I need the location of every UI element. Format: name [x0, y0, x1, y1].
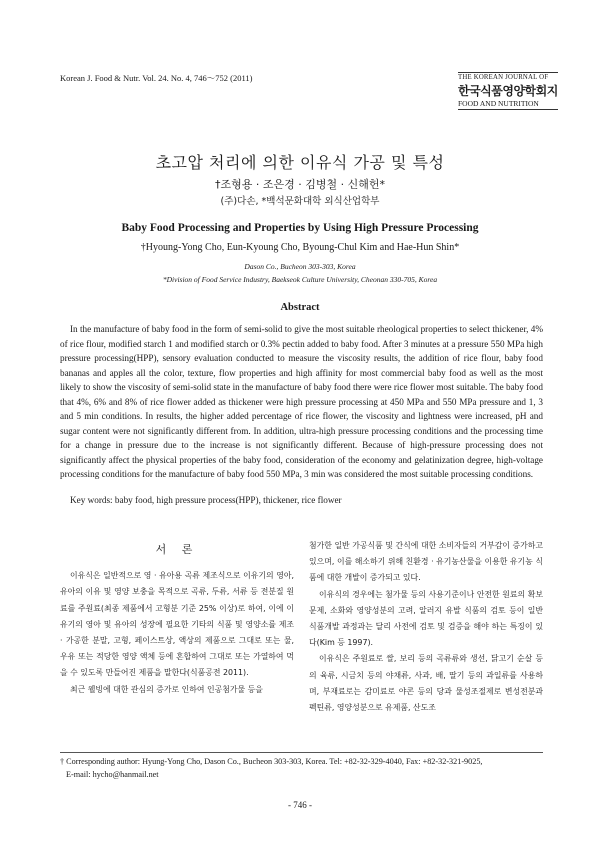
footnote-divider — [60, 752, 543, 753]
journal-name-en-top: THE KOREAN JOURNAL OF — [458, 72, 558, 81]
keywords: Key words: baby food, high pressure process(HPP), thickener, rice flower — [70, 495, 342, 505]
intro-left-column — [60, 540, 294, 698]
journal-name-kr: 한국식품영양학회지 — [458, 84, 558, 98]
affiliation-korean: (주)다손, *백석문화대학 외식산업학부 — [220, 196, 380, 207]
affiliation-english-2: *Division of Food Service Industry, Baekseok Culture University, Cheonan 330-705, Korea — [162, 275, 438, 284]
paragraph: 이유식은 주원료로 쌀, 보리 등의 곡류류와 생선, 닭고기 순살 등의 육류, 시금치 등의 야채류, 사과, 배, 딸기 등의 과일류를 사용하며, 부재료로는 감미료로 야콘 등의 당과 물성조절제로 변성전분과 펙틴류, 영양성분으로 유제품, 산도조 — [309, 654, 543, 713]
section-heading-introduction: 서 론 — [155, 543, 199, 556]
footnote-line-1: † Corresponding author: Hyung-Yong Cho, Dason Co., Bucheon 303-303, Korea. Tel: +82-32-329-4040, Fax: +82-32-321-9025, — [60, 757, 483, 766]
paragraph: 최근 웰빙에 대한 관심의 증가로 인하여 인공첨가물 등을 — [70, 684, 263, 694]
authors-korean: †조형용 · 조은경 · 김병철 · 신해헌* — [215, 178, 385, 191]
affiliation-english-1: Dason Co., Bucheon 303-303, Korea — [244, 262, 356, 271]
paragraph: 첨가한 일반 가공식품 및 간식에 대한 소비자들의 거부감이 증가하고 있으며, 이를 해소하기 위해 친환경 · 유기농산물을 이용한 유기농 식품에 대한 개발이 증가되고 있다. — [309, 541, 543, 583]
intro-right-column — [309, 538, 543, 716]
authors-english: †Hyoung-Yong Cho, Eun-Kyoung Cho, Byoung-Chul Kim and Hae-Hun Shin* — [140, 242, 460, 253]
footnote — [60, 755, 543, 781]
title-english: Baby Food Processing and Properties by Using High Pressure Processing — [121, 222, 479, 234]
abstract-body: In the manufacture of baby food in the form of semi-solid to give the most suitable rheological properties to select thickener, 4% of rice flour, modified starch 1 and modified starch or 0.3% pectin added to baby food. After 3 minutes at a pressure 550 MPa high pressure processing(HPP), sensory evaluation conducted to measure the viscosity results, the addition of rice flour, baby food bananas and apples all the color, texture, flow properties and high affinity for most commercial baby food as well as the most likely to show the viscosity of semi-solid state in the manufacture of baby food there were rice flower most suitable. The baby food that 4%, 6% and 8% of rice flower added as thickener were high pressure processing at 450 MPa and 550 MPa pressure and 1, 3 and 5 min conditions. In results, the higher added percentage of rice flower, the viscosity and lightness were increased, pH and sugar content were not significantly different from. In addition, ultra-high pressure processing conditions and the processing time for a change in pressure due to the increase is not significantly different. Because of high-pressure processing does not significantly affect the physical properties of the baby food, consideration of the economy and gelatinization degree, high-voltage processing conditions for the manufacture of baby food 550 MPa, 3 min was considered the most suitable processing conditions. — [60, 324, 543, 480]
paragraph: 이유식의 경우에는 첨가물 등의 사용기준이나 안전한 원료의 확보문제, 소화와 영양성분의 고려, 알러지 유발 식품의 검토 등이 일반 식품개발 과정과는 달리 사전에 검토 및 검증을 해야 하는 특징이 있다(Kim 등 1997). — [309, 589, 543, 648]
page-number: - 746 - — [288, 800, 312, 810]
journal-citation: Korean J. Food & Nutr. Vol. 24. No. 4, 746～752 (2011) — [60, 73, 253, 83]
abstract-heading: Abstract — [280, 302, 320, 313]
journal-name-en-bottom: FOOD AND NUTRITION — [458, 99, 558, 110]
footnote-line-2: E-mail: hycho@hanmail.net — [66, 770, 159, 779]
paragraph: 이유식은 일반적으로 영 · 유아용 곡류 제조식으로 이유기의 영아, 유아의 이유 및 영양 보충을 목적으로 곡류, 두류, 서류 등 전분질 원료를 주원료(최종 제품에서 고형분 기준 25% 이상)로 하여, 이에 이유기의 영아 및 유아의 성장에 필요한 기타의 식품 및 영양소를 제조 · 가공한 분말, 고형, 페이스트상, 액상의 제품으로 그대로 또는 물, 우유 또는 적당한 영양 액체 등에 혼합하여 그대로 또는 가열하여 먹을 수 있도록 만들어진 제품을 말한다(식품공전 2011). — [60, 571, 294, 678]
journal-logo — [458, 72, 558, 110]
title-korean: 초고압 처리에 의한 이유식 가공 및 특성 — [155, 153, 445, 172]
